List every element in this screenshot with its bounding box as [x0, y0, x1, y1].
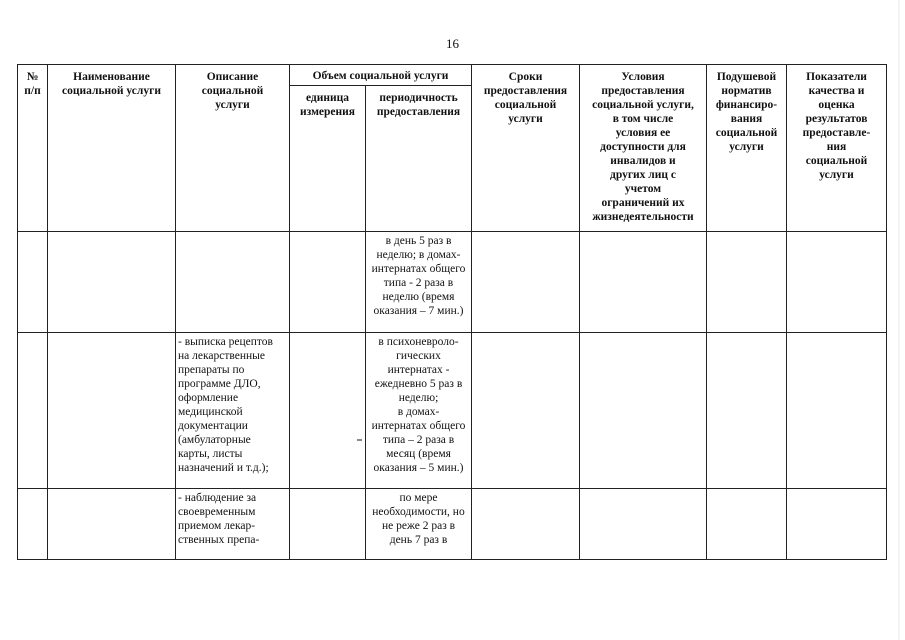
cell-num	[18, 333, 48, 489]
header-terms: Сроки предоставления социальной услуги	[472, 65, 580, 232]
header-conditions: Условия предоставления социальной услуги, в том числе условия ее доступности для инвалидов и других лиц с учетом ограничений их жизнедеятельности	[580, 65, 707, 232]
cell-num	[18, 489, 48, 560]
cell-name	[48, 232, 176, 333]
cell-description: - выписка рецептов на лекарственные препараты по программе ДЛО, оформление медицинской документации (амбулаторные карты, листы назначений и т.д.);	[176, 333, 290, 489]
header-description: Описание социальной услуги	[176, 65, 290, 232]
cell-quality	[787, 333, 887, 489]
cell-conditions	[580, 333, 707, 489]
cell-norm	[707, 232, 787, 333]
cell-unit	[290, 489, 366, 560]
table-row	[18, 232, 887, 333]
cell-conditions	[580, 232, 707, 333]
cell-unit	[290, 333, 366, 489]
cell-description: - наблюдение за своевременным приемом лекар- ственных препа-	[176, 489, 290, 560]
header-quality: Показатели качества и оценка результатов предоставле- ния социальной услуги	[787, 65, 887, 232]
header-norm: Подушевой норматив финансиро- вания социальной услуги	[707, 65, 787, 232]
header-service-name: Наименование социальной услуги	[48, 65, 176, 232]
cell-periodicity: по мере необходимости, но не реже 2 раз в день 7 раз в	[366, 489, 472, 560]
header-periodicity: периодичность предоставления	[366, 86, 472, 232]
scan-artifact	[357, 439, 362, 441]
cell-quality	[787, 232, 887, 333]
cell-terms	[472, 232, 580, 333]
cell-quality	[787, 489, 887, 560]
cell-periodicity: в психоневроло- гических интернатах - ежедневно 5 раз в неделю; в домах- интернатах общего типа – 2 раза в месяц (время оказания – 5 мин.)	[366, 333, 472, 489]
page-number: 16	[446, 36, 459, 51]
header-volume: Объем социальной услуги	[290, 65, 472, 86]
header-unit: единица измерения	[290, 86, 366, 232]
cell-norm	[707, 333, 787, 489]
table-row	[18, 333, 887, 489]
services-table	[17, 64, 887, 560]
cell-terms	[472, 489, 580, 560]
cell-description	[176, 232, 290, 333]
cell-terms	[472, 333, 580, 489]
cell-name	[48, 333, 176, 489]
table-header	[18, 65, 887, 232]
cell-norm	[707, 489, 787, 560]
table-row	[18, 489, 887, 560]
cell-num	[18, 232, 48, 333]
cell-periodicity: в день 5 раз в неделю; в домах- интернатах общего типа - 2 раза в неделю (время оказания – 7 мин.)	[366, 232, 472, 333]
cell-conditions	[580, 489, 707, 560]
scan-edge	[898, 0, 900, 640]
cell-name	[48, 489, 176, 560]
header-num: № п/п	[18, 65, 48, 232]
cell-unit	[290, 232, 366, 333]
